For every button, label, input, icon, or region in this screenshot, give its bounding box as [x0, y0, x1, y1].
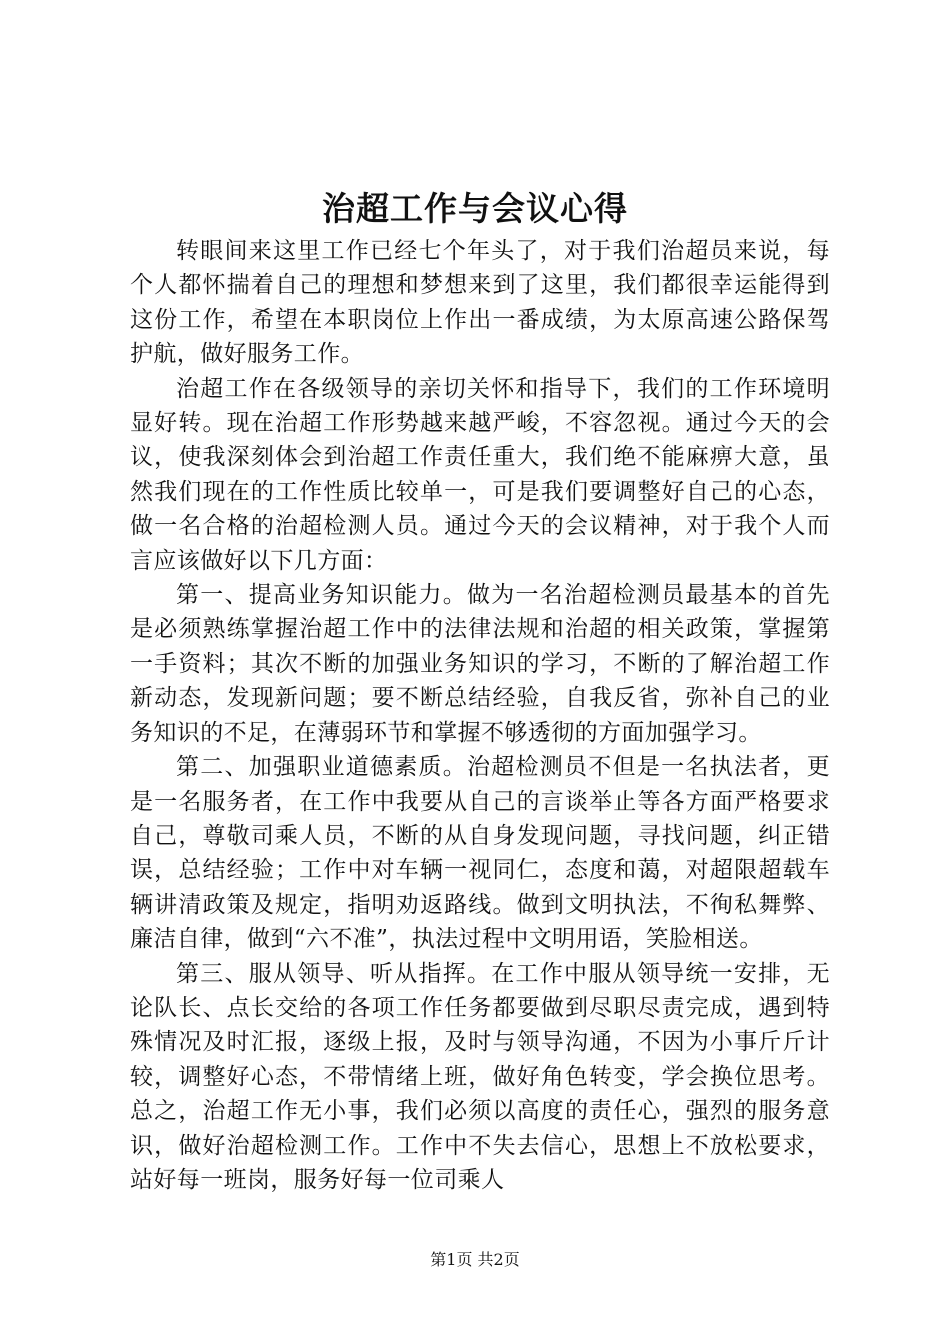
paragraph-4: 第二、加强职业道德素质。治超检测员不但是一名执法者，更是一名服务者，在工作中我要从自己的言谈举止等各方面严格要求自己，尊敬司乘人员，不断的从自身发现问题，寻找问题，纠正错误，总结经验；工作中对车辆一视同仁，态度和蔼，对超限超载车辆讲清政策及规定，指明劝返路线。做到文明执法，不徇私舞弊、廉洁自律，做到“六不准”，执法过程中文明用语，笑脸相送。: [130, 754, 830, 953]
paragraph-5: 第三、服从领导、听从指挥。在工作中服从领导统一安排，无论队长、点长交给的各项工作任务都要做到尽职尽责完成，遇到特殊情况及时汇报，逐级上报，及时与领导沟通，不因为小事斤斤计较，调整好心态，不带情绪上班，做好角色转变，学会换位思考。总之，治超工作无小事，我们必须以高度的责任心，强烈的服务意识，做好治超检测工作。工作中不失去信心，思想上不放松要求，站好每一班岗，服务好每一位司乘人: [130, 960, 830, 1193]
document-body: [130, 234, 830, 1197]
document-title: 治超工作与会议心得: [322, 189, 628, 228]
page-footer: 第1页 共2页: [430, 1250, 520, 1269]
paragraph-3: 第一、提高业务知识能力。做为一名治超检测员最基本的首先是必须熟练掌握治超工作中的法律法规和治超的相关政策，掌握第一手资料；其次不断的加强业务知识的学习，不断的了解治超工作新动态，发现新问题；要不断总结经验，自我反省，弥补自己的业务知识的不足，在薄弱环节和掌握不够透彻的方面加强学习。: [130, 582, 830, 746]
paragraph-2: 治超工作在各级领导的亲切关怀和指导下，我们的工作环境明显好转。现在治超工作形势越来越严峻，不容忽视。通过今天的会议，使我深刻体会到治超工作责任重大，我们绝不能麻痹大意，虽然我们现在的工作性质比较单一，可是我们要调整好自己的心态，做一名合格的治超检测人员。通过今天的会议精神，对于我个人而言应该做好以下几方面：: [130, 375, 830, 574]
paragraph-1: 转眼间来这里工作已经七个年头了，对于我们治超员来说，每个人都怀揣着自己的理想和梦想来到了这里，我们都很幸运能得到这份工作，希望在本职岗位上作出一番成绩，为太原高速公路保驾护航，做好服务工作。: [130, 238, 830, 368]
